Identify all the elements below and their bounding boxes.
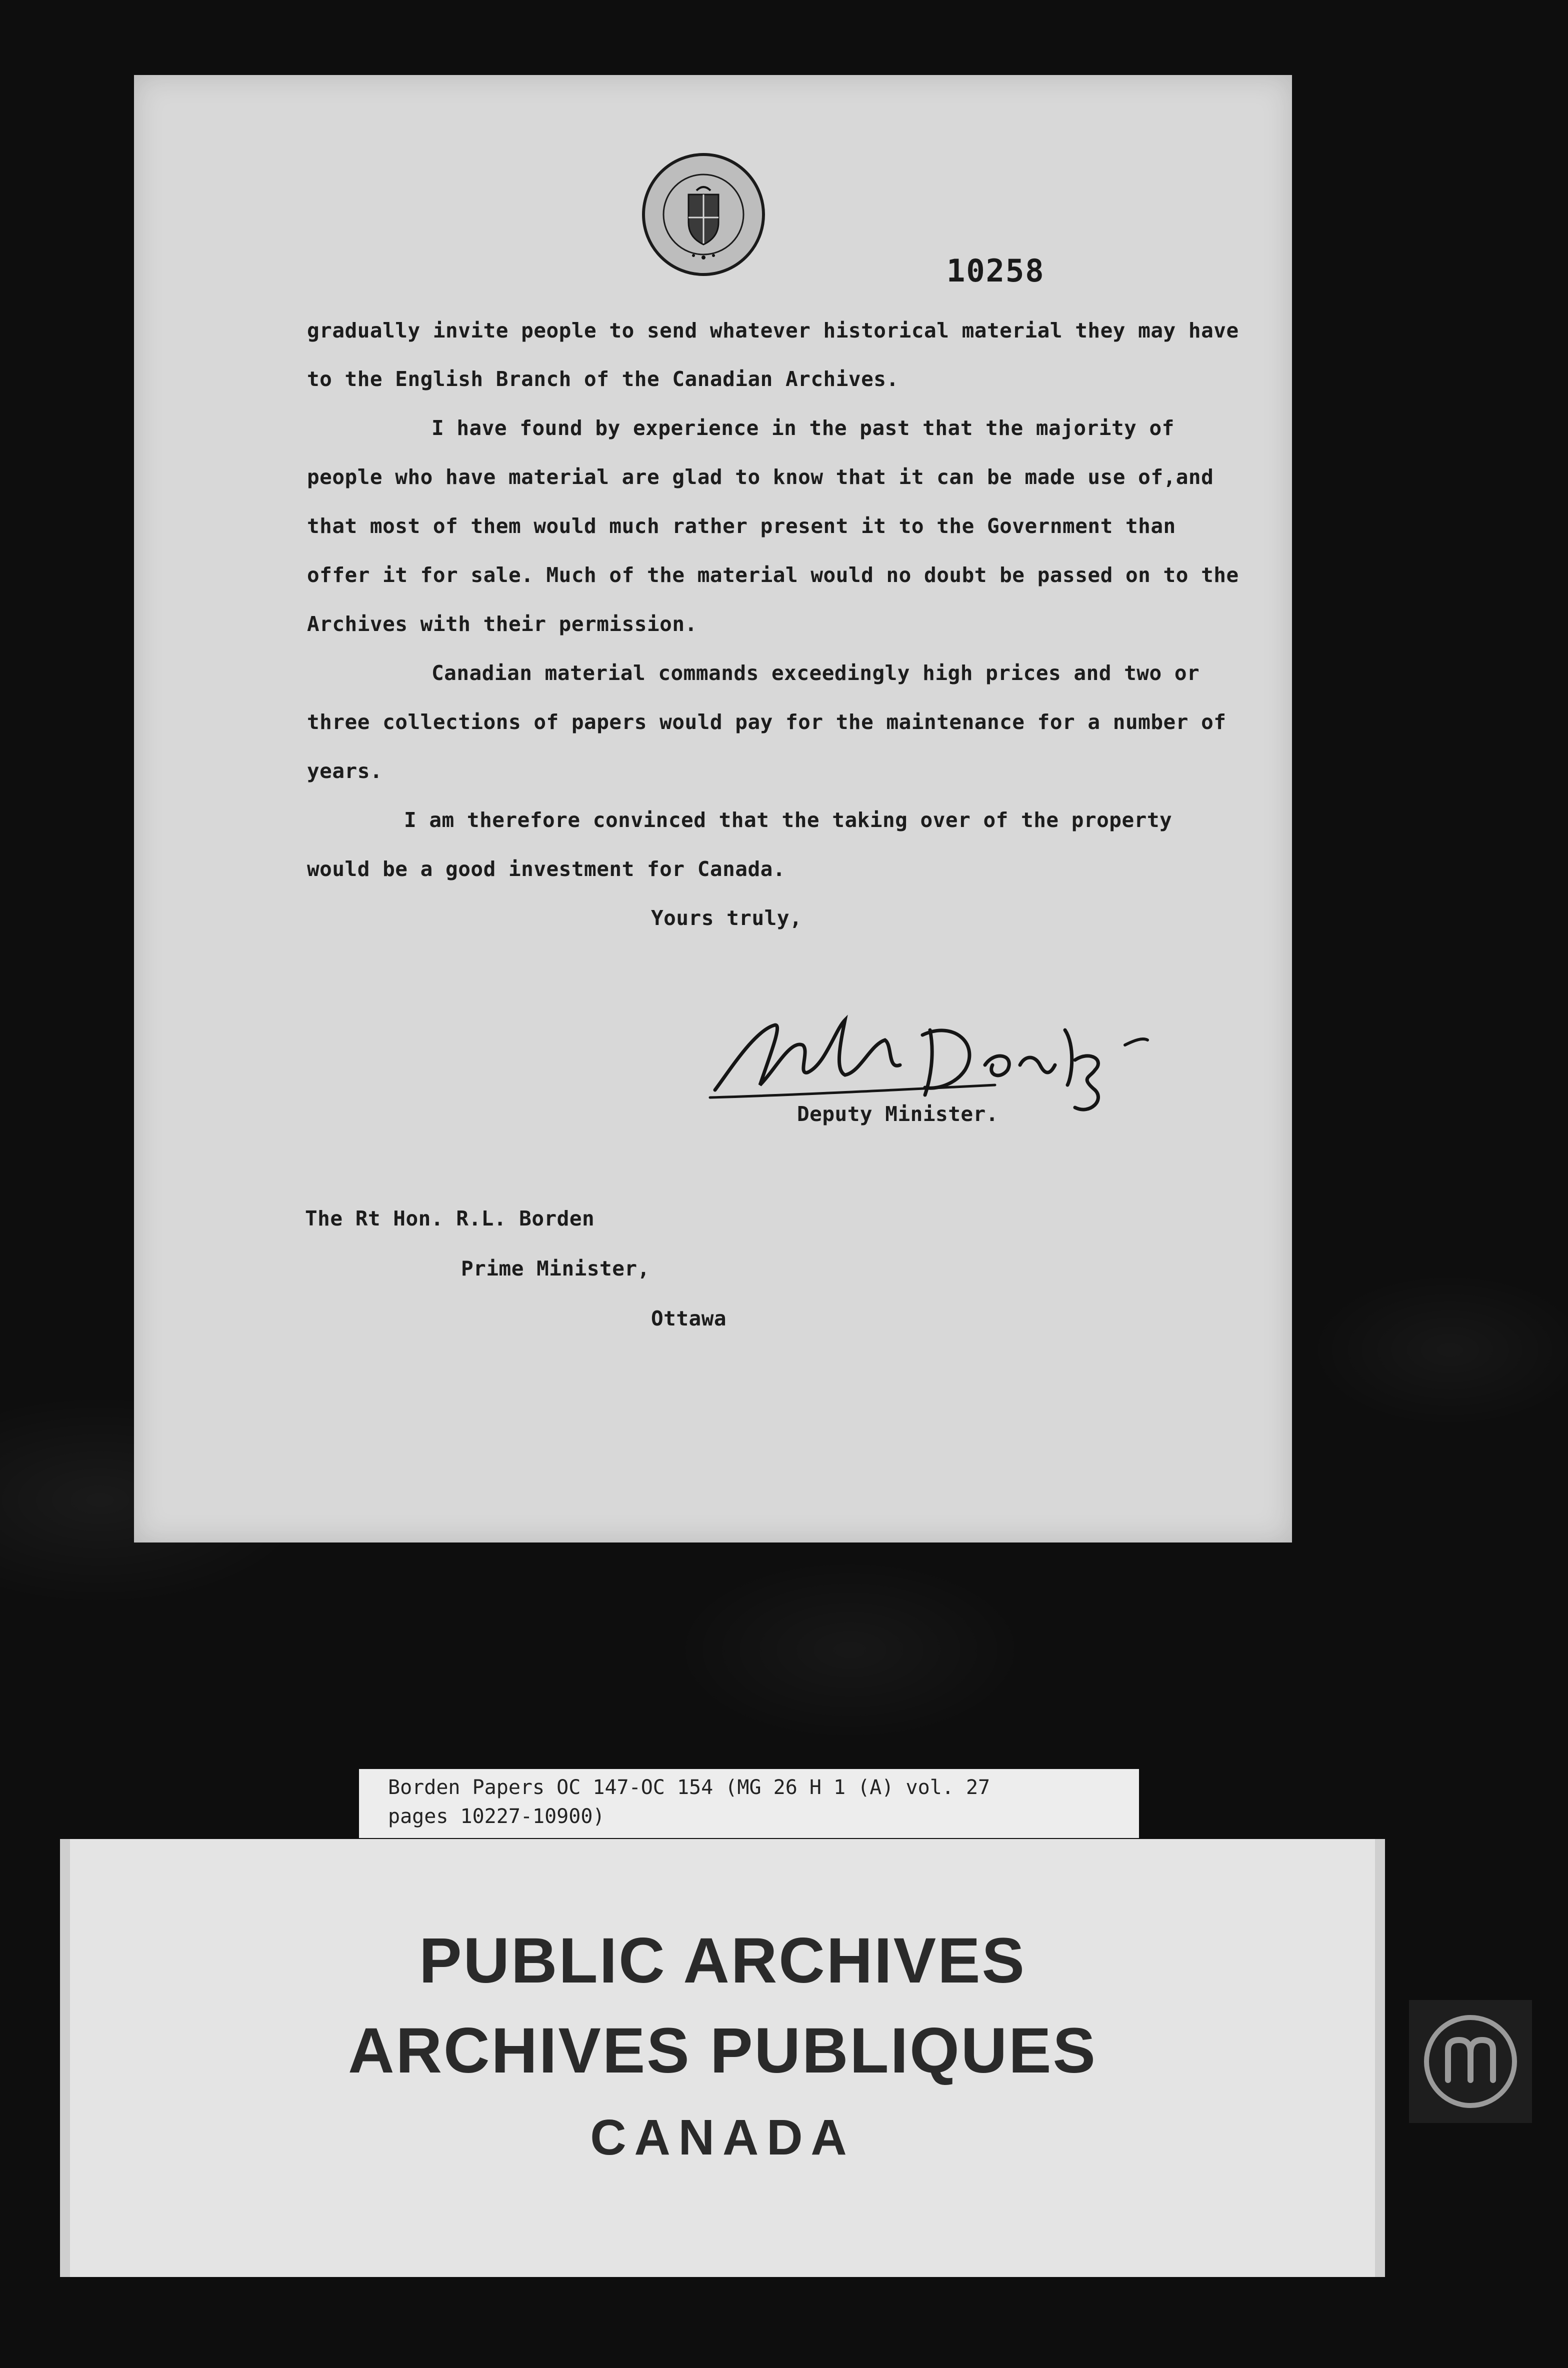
letter-line: I am therefore convinced that the taking over of the property [404, 808, 1172, 832]
archives-card [60, 1839, 1385, 2277]
letter-line: would be a good investment for Canada. [307, 857, 786, 881]
microfilm-logo-icon [1409, 2000, 1532, 2123]
letter-line: I have found by experience in the past that the majority of [432, 416, 1174, 440]
letter-line: Canadian material commands exceedingly high prices and two or [432, 661, 1200, 685]
card-title-english: PUBLIC ARCHIVES [419, 1925, 1026, 1996]
letter-line: three collections of papers would pay for the maintenance for a number of [307, 710, 1226, 734]
addressee-city: Ottawa [651, 1306, 727, 1330]
letter-line: offer it for sale. Much of the material would no doubt be passed on to the [307, 563, 1239, 587]
page-number: 10258 [946, 252, 1045, 289]
letter-line: that most of them would much rather present it to the Government than [307, 514, 1176, 538]
letter-line: to the English Branch of the Canadian Archives. [307, 367, 899, 391]
letter-line: gradually invite people to send whatever historical material they may have [307, 318, 1239, 342]
addressee-title: Prime Minister, [461, 1256, 650, 1280]
letter-page [134, 75, 1292, 1542]
reference-line: pages 10227-10900) [388, 1805, 605, 1828]
card-country: CANADA [590, 2110, 855, 2166]
signer-title: Deputy Minister. [797, 1102, 998, 1126]
letter-line: years. [307, 759, 383, 783]
addressee-name: The Rt Hon. R.L. Borden [305, 1206, 595, 1230]
closing: Yours truly, [651, 906, 802, 930]
card-title-french: ARCHIVES PUBLIQUES [348, 2015, 1097, 2086]
reference-line: Borden Papers OC 147-OC 154 (MG 26 H 1 (A) vol. 27 [388, 1776, 990, 1799]
archives-seal-icon [642, 152, 766, 276]
letter-line: people who have material are glad to know that it can be made use of,and [307, 465, 1214, 489]
letter-line: Archives with their permission. [307, 612, 698, 636]
reference-slip [359, 1769, 1139, 1838]
